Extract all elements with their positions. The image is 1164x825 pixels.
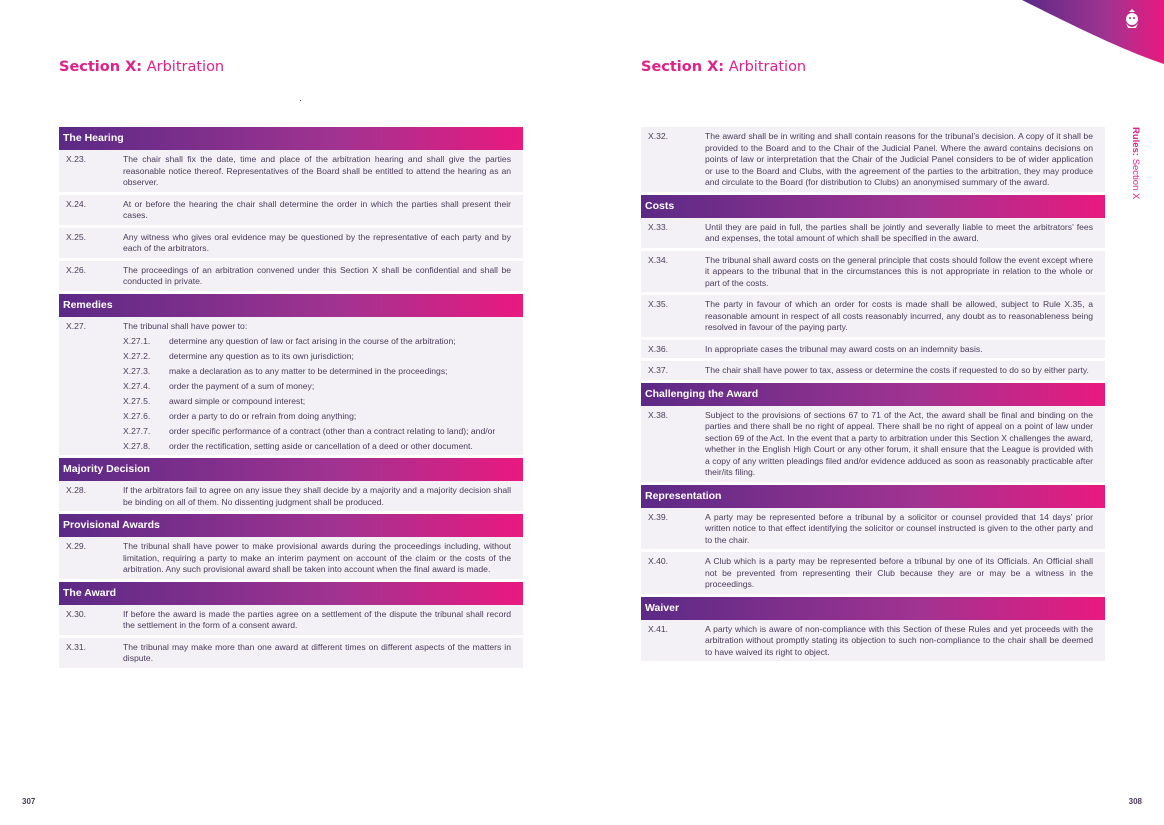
section-heading: Challenging the Award <box>641 383 1105 406</box>
rule-row <box>641 406 1105 485</box>
side-label-bold: Rules: <box>1130 127 1141 157</box>
section-heading: The Award <box>59 582 523 605</box>
sub-rule-text: order the rectification, setting aside or cancellation of a deed or other document. <box>169 440 473 451</box>
rule-text-block <box>705 556 1093 591</box>
section-heading: Remedies <box>59 294 523 317</box>
rule-row <box>59 261 523 294</box>
rule-row <box>641 295 1105 340</box>
rule-text: At or before the hearing the chair shall determine the order in which the parties shall present their cases. <box>123 198 511 220</box>
sub-rule-text: determine any question as to its own jurisdiction; <box>169 350 354 361</box>
rule-number: X.35. <box>648 299 669 309</box>
rule-text-block <box>123 541 511 576</box>
rule-text: The award shall be in writing and shall contain reasons for the tribunal’s decision. A copy of it shall be provided to the Board and to the Chair of the Judicial Panel. Where the award contains decisions on points of law or interpretation that the Chair of the Judicial Panel considers to be of wider application or use to the Board and Clubs, with the agreement of the parties to the arbitration, they may produce and circulate to the Board (for distribution to Clubs) an anonymised summary of the award. <box>705 131 1093 187</box>
sub-rule-text: order the payment of a sum of money; <box>169 380 315 391</box>
rule-number: X.36. <box>648 343 669 354</box>
sub-rule-number: X.27.5. <box>123 395 151 406</box>
rule-text: A party which is aware of non-compliance with this Section of these Rules and yet proceeds with the arbitration without promptly stating its objection to such non-compliance to the chair shall be deemed to have waived its right to object. <box>705 623 1093 657</box>
rule-number: X.33. <box>648 221 669 232</box>
section-title-rest: Arbitration <box>728 59 807 75</box>
rule-row <box>641 620 1105 665</box>
rule-number: X.26. <box>66 264 87 275</box>
rule-text: The tribunal shall have power to make provisional awards during the proceedings including, without limitation, requiring a party to make an interim payment on account of the claim or the costs of the arbitration. Any such provisional award shall be taken into account when the final award is made. <box>123 541 511 574</box>
sub-rule-row <box>123 351 511 363</box>
rule-text: The tribunal may make more than one award at different times on different aspects of the matters in dispute. <box>123 641 511 663</box>
rule-text-block <box>123 199 511 222</box>
rule-number: X.28. <box>66 485 87 495</box>
rule-row <box>59 605 523 638</box>
page-number: 308 <box>1128 797 1142 806</box>
rules-content <box>641 127 1105 664</box>
rule-number: X.34. <box>648 254 669 265</box>
rule-text-block <box>123 154 511 189</box>
sub-rule-row <box>123 396 511 408</box>
rule-row <box>59 195 523 228</box>
rule-number: X.37. <box>648 365 669 375</box>
right-page <box>582 0 1164 825</box>
section-heading: Provisional Awards <box>59 514 523 537</box>
rule-text: The chair shall fix the date, time and place of the arbitration hearing and shall give the parties reasonable notice thereof. Representatives of the Board shall be entitled to attend the hearing as an observer. <box>123 154 511 187</box>
stray-dot <box>300 100 301 101</box>
rule-row <box>641 127 1105 195</box>
section-title <box>641 59 806 75</box>
rule-text-block <box>123 265 511 288</box>
rule-number: X.39. <box>648 511 669 522</box>
rule-row <box>59 638 523 671</box>
rule-row <box>641 552 1105 597</box>
side-label-rest: Section X <box>1130 158 1141 200</box>
rule-row <box>641 218 1105 251</box>
sub-rule-text: award simple or compound interest; <box>169 395 306 406</box>
rule-row <box>59 537 523 582</box>
rule-text-block <box>123 321 511 453</box>
rule-text: The tribunal shall award costs on the general principle that costs should follow the event except where it appears to the tribunal that in the circumstances this is not appropriate in relation to the whole or part of the costs. <box>705 254 1093 288</box>
rule-text: Subject to the provisions of sections 67 to 71 of the Act, the award shall be final and binding on the parties and there shall be no right of appeal. There shall be no right of appeal on a point of law under section 69 of the Act. In the event that a party to arbitration under this Section X challenges the award, whether in the English High Court or any other forum, it shall ensure that the League is provided with a copy of any written pleadings filed and/or evidence adduced as soon as reasonably practicable after their/its filing. <box>705 409 1093 477</box>
sub-rule-row <box>123 426 511 438</box>
rule-text: The proceedings of an arbitration convened under this Section X shall be confidential and shall be conducted in private. <box>123 264 511 286</box>
section-heading: Majority Decision <box>59 458 523 481</box>
rule-row <box>641 251 1105 296</box>
rule-text-block <box>705 512 1093 547</box>
rule-number: X.27. <box>66 320 87 331</box>
sub-rule-number: X.27.7. <box>123 425 151 436</box>
rule-number: X.23. <box>66 154 87 164</box>
sub-rule-number: X.27.8. <box>123 440 151 451</box>
rule-text-block <box>705 299 1093 334</box>
rule-text: If before the award is made the parties agree on a settlement of the dispute the tribunal shall record the settlement in the form of a consent award. <box>123 608 511 630</box>
page-number: 307 <box>22 797 36 806</box>
rule-number: X.40. <box>648 556 669 566</box>
rule-text: A Club which is a party may be represented before a tribunal by one of its Officials. An Official shall not be prevented from representing their Club because they are or may be a witness in the proceedings. <box>705 556 1093 589</box>
sub-rule-number: X.27.1. <box>123 335 151 346</box>
corner-swoosh <box>1022 0 1164 66</box>
rule-row <box>59 150 523 195</box>
rule-number: X.41. <box>648 623 669 634</box>
sub-rule-row <box>123 381 511 393</box>
rule-text: In appropriate cases the tribunal may award costs on an indemnity basis. <box>705 343 983 354</box>
sub-rule-text: make a declaration as to any matter to be determined in the proceedings; <box>169 365 448 376</box>
rule-text-block <box>123 232 511 255</box>
sub-rule-row <box>123 366 511 378</box>
rule-number: X.30. <box>66 608 87 619</box>
rule-number: X.25. <box>66 231 87 242</box>
rule-text-block <box>705 344 1093 356</box>
sub-rule-number: X.27.4. <box>123 380 151 391</box>
rule-text: A party may be represented before a tribunal by a solicitor or counsel provided that 14 days’ prior written notice to that effect identifying the solicitor or counsel instructed is given to the other party and to the chair. <box>705 511 1093 545</box>
rule-number: X.24. <box>66 198 87 209</box>
section-title-bold: Section X: <box>641 59 725 75</box>
section-heading: The Hearing <box>59 127 523 150</box>
rule-text-block <box>705 624 1093 659</box>
rule-number: X.32. <box>648 131 669 141</box>
section-heading: Representation <box>641 485 1105 508</box>
rule-text-block <box>123 609 511 632</box>
section-title <box>59 59 224 75</box>
sub-rule-row <box>123 336 511 348</box>
rule-text-block <box>705 131 1093 189</box>
sub-rule-row <box>123 411 511 423</box>
sub-rule-text: order specific performance of a contract (other than a contract relating to land); and/or <box>169 425 496 436</box>
rule-text-block <box>123 642 511 665</box>
rule-number: X.29. <box>66 541 87 551</box>
rule-text: The chair shall have power to tax, assess or determine the costs if requested to do so by either party. <box>705 365 1089 375</box>
rule-text-block <box>705 410 1093 479</box>
sub-rule-text: order a party to do or refrain from doing anything; <box>169 410 357 421</box>
rule-text: The tribunal shall have power to: <box>123 320 248 331</box>
section-title-rest: Arbitration <box>146 59 225 75</box>
rule-number: X.38. <box>648 409 669 420</box>
sub-rule-number: X.27.3. <box>123 365 151 376</box>
rule-text-block <box>705 365 1093 377</box>
rule-text: Any witness who gives oral evidence may be questioned by the representative of each party and by each of the arbitrators. <box>123 231 511 253</box>
rule-row <box>59 481 523 514</box>
rule-row <box>641 340 1105 362</box>
sub-rule-row <box>123 441 511 453</box>
rule-text: If the arbitrators fail to agree on any issue they shall decide by a majority and a majority decision shall be binding on all of them. No dissenting judgment shall be produced. <box>123 485 511 507</box>
rule-text: The party in favour of which an order for costs is made shall be allowed, subject to Rule X.35, a reasonable amount in respect of all costs reasonably incurred, any doubt as to reasonableness being resolved in favour of the paying party. <box>705 299 1093 332</box>
rule-text: Until they are paid in full, the parties shall be jointly and severally liable to meet the arbitrators’ fees and expenses, the total amount of which shall be specified in the award. <box>705 221 1093 243</box>
rule-row <box>59 317 523 459</box>
sub-rule-number: X.27.6. <box>123 410 151 421</box>
side-label <box>1130 127 1141 199</box>
rule-row <box>641 508 1105 553</box>
section-title-bold: Section X: <box>59 59 143 75</box>
rule-text-block <box>705 255 1093 290</box>
rule-number: X.31. <box>66 641 87 652</box>
rule-text-block <box>705 222 1093 245</box>
rule-text-block <box>123 485 511 508</box>
rules-content <box>59 127 523 671</box>
sub-rule-number: X.27.2. <box>123 350 151 361</box>
rule-row <box>59 228 523 261</box>
sub-rule-text: determine any question of law or fact arising in the course of the arbitration; <box>169 335 456 346</box>
section-heading: Costs <box>641 195 1105 218</box>
rule-row <box>641 361 1105 383</box>
section-heading: Waiver <box>641 597 1105 620</box>
